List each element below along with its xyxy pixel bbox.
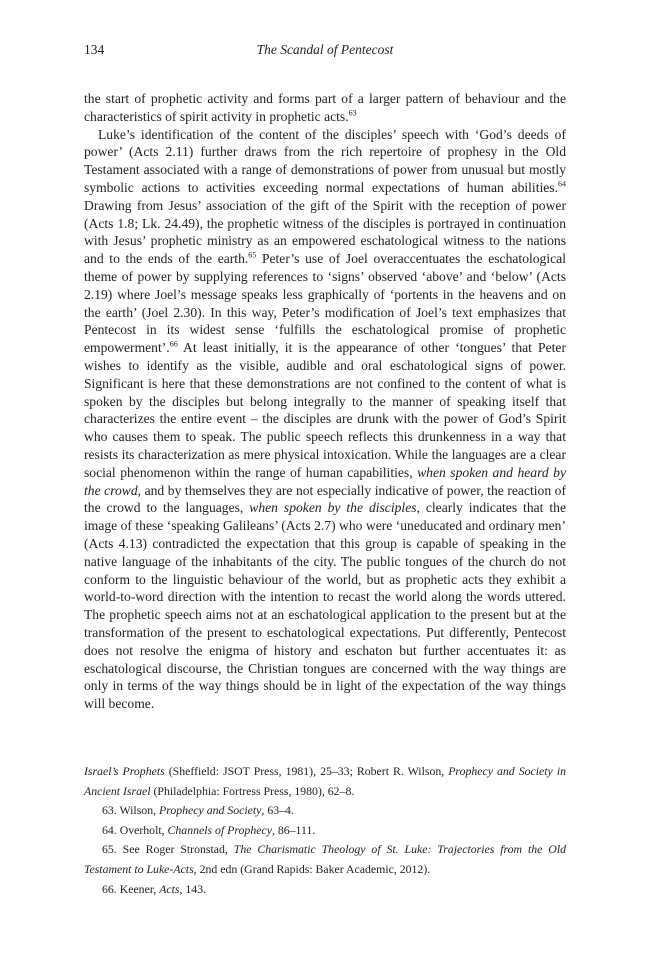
running-head: The Scandal of Pentecost: [256, 42, 394, 57]
text-run: , 63–4.: [261, 803, 294, 818]
footnote-ref-65[interactable]: 65: [248, 250, 257, 260]
book-title: Prophecy and Society: [159, 803, 262, 818]
book-title: Prophecy and Society in Ancient Israel: [84, 764, 566, 798]
book-title: Israel’s Prophets: [84, 764, 165, 778]
text-run: , 86–111.: [271, 822, 316, 837]
text-run: , 2nd edn (Grand Rapids: Baker Academic, 2012).: [193, 861, 431, 876]
body-text: [84, 90, 566, 713]
text-run: 66. Keener,: [102, 881, 160, 896]
page-header: [84, 41, 566, 59]
text-run: (Sheffield: JSOT Press, 1981), 25–33; Robert R. Wilson,: [164, 764, 449, 778]
footnotes: [84, 762, 566, 899]
text-run: Luke’s identification of the content of the disciples’ speech with ‘God’s deeds of power’ (Acts 2.11) further draws from the rich repertoire of prophesy in the Old Testament associated with a range of demonstrations of power from unusual but mostly symbolic actions to activities exceeding normal expectations of human abilities.: [84, 126, 566, 195]
text-run: , 143.: [179, 881, 207, 896]
book-title: The Charismatic Theology of St. Luke: Trajectories from the Old Testament to Luke-Acts: [84, 842, 566, 876]
footnote-ref-63[interactable]: 63: [348, 108, 357, 118]
text-run: Peter’s use of Joel overaccentuates the eschatological theme of power by supplying references to ‘signs’ observed ‘above’ and ‘below’ (Acts 2.19) where Joel’s message speaks less graphically of ‘portents in the heavens and on the earth’ (Joel 2.30). In this way, Peter’s modification of Joel’s text emphasizes that Pentecost in its widest sense ‘fulfills the eschatological promise of prophetic empowerment’.: [84, 251, 566, 356]
footnote-ref-66[interactable]: 66: [169, 339, 178, 349]
text-run: , clearly indicates that the image of these ‘speaking Galileans’ (Acts 2.7) who were ‘uneducated and ordinary men’ (Acts 4.13) contradicted the expectation that this group is capable of speaking in the native language of the inhabitants of the city. The public tongues of the church do not conform to the linguistic behaviour of the world, but as prophetic acts they exhibit a world-to-word direction with the intention to recast the world along the words uttered. The prophetic speech aims not at an eschatological application to the present but at the transformation of the present to eschatological expectations. Put differently, Pentecost does not resolve the enigma of history and eschaton but further accentuates it: as eschatological discourse, the Christian tongues are concerned with the way things are only in terms of the way things should be in light of the expectation of the way things will become.: [84, 500, 566, 712]
paragraph-1: [84, 90, 566, 126]
paragraph-2: [84, 126, 566, 713]
footnote-63: [84, 801, 566, 821]
emphasis: when spoken by the disciples: [249, 500, 417, 516]
text-run: the start of prophetic activity and forms part of a larger pattern of behaviour and the characteristics of spirit activity in prophetic acts.: [84, 91, 566, 124]
page-number: 134: [84, 42, 105, 57]
text-run: 65. See Roger Stronstad,: [102, 842, 234, 857]
footnote-ref-64[interactable]: 64: [558, 179, 566, 189]
footnote-64: [84, 821, 566, 841]
text-run: 64. Overholt,: [102, 822, 168, 837]
text-run: At least initially, it is the appearance of other ‘tongues’ that Peter wishes to identify as the visible, audible and oral eschatological signs of power. Significant is here that these demonstrations are not confined to the content of what is spoken by the disciples but belong integrally to the manner of speaking itself that characterizes the entire event – the disciples are drunk with the power of God’s Spirit who causes them to speak. The public speech reflects this drunkenness in a way that resists its characterization as mere physical intoxication. While the languages are a clear social phenomenon within the range of human capabilities,: [84, 340, 566, 480]
book-title: Channels of Prophecy: [167, 822, 272, 837]
footnote-65: [84, 840, 566, 879]
text-run: Drawing from Jesus’ association of the gift of the Spirit with the reception of power (Acts 1.8; Lk. 24.49), the prophetic witness of the disciples is portrayed in continuation with Jesus’ prophetic ministry as an empowered eschatological witness to the nations and to the ends of the earth.: [84, 197, 566, 267]
emphasis: when spoken and heard by the crowd: [84, 464, 566, 498]
text-run: 63. Wilson,: [102, 803, 159, 818]
book-title: Acts: [159, 881, 180, 896]
footnote-continuation: [84, 762, 566, 801]
text-run: (Philadelphia: Fortress Press, 1980), 62–8.: [150, 783, 355, 798]
footnote-66: [84, 880, 566, 900]
text-run: , and by themselves they are not especially indicative of power, the reaction of the crowd to the languages,: [84, 482, 566, 516]
